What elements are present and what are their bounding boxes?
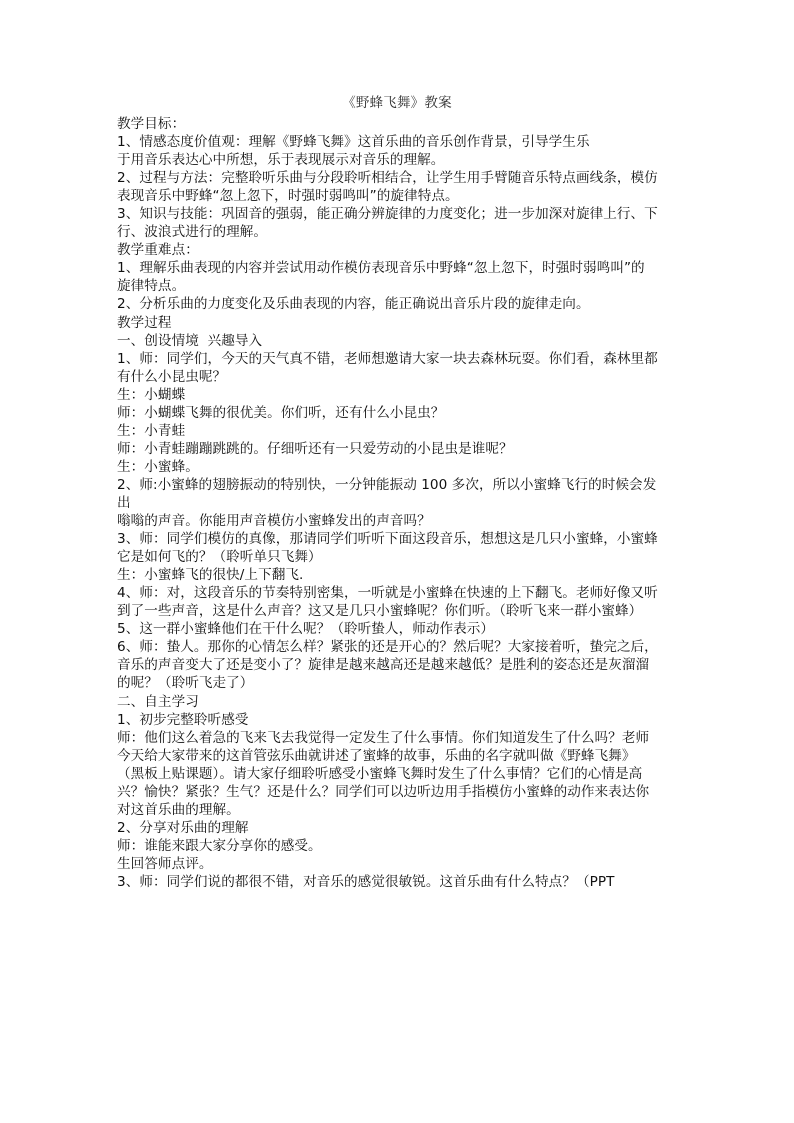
document-line: 6、师：蛰人。那你的心情怎么样？紧张的还是开心的？然后呢？大家接着听，蛰完之后， [117, 639, 658, 656]
document-line: 生：小青蛙 [117, 422, 186, 439]
document-line: 1、师：同学们，今天的天气真不错，老师想邀请大家一块去森林玩耍。你们看，森林里都 [117, 350, 658, 367]
document-line: 二、自主学习 [117, 693, 199, 710]
document-line: 兴？愉快？紧张？生气？还是什么？同学们可以边听边用手指模仿小蜜蜂的动作来表达你 [117, 783, 650, 800]
document-line: 生：小蜜蜂。 [117, 458, 199, 475]
document-line: 旋律特点。 [117, 278, 186, 295]
document-title: 《野蜂飞舞》教案 [342, 95, 452, 111]
document-line: 一、创设情境 兴趣导入 [117, 332, 263, 349]
document-line: 2、分享对乐曲的理解 [117, 819, 249, 836]
document-line: 生：小蜜蜂飞的很快/上下翻飞. [117, 567, 304, 584]
document-line: 对这首乐曲的理解。 [117, 801, 240, 818]
document-line: 1、情感态度价值观：理解《野蜂飞舞》这首乐曲的音乐创作背景，引导学生乐 [117, 134, 590, 151]
document-line: 出 [117, 494, 131, 511]
document-line: 5、这一群小蜜蜂他们在干什么呢？（聆听蛰人，师动作表示） [117, 621, 495, 638]
document-line: 2、师:小蜜蜂的翅膀振动的特别快，一分钟能振动 100 多次，所以小蜜蜂飞行的时候会发 [117, 476, 657, 493]
document-line: 教学过程 [117, 314, 172, 331]
document-body [117, 115, 683, 891]
document-line: 表现音乐中野蜂“忽上忽下，时强时弱鸣叫”的旋律特点。 [117, 188, 459, 205]
document-line: 于用音乐表达心中所想，乐于表现展示对音乐的理解。 [117, 152, 445, 169]
document-line: 教学目标： [117, 116, 186, 132]
document-line: （黑板上贴课题）。请大家仔细聆听感受小蜜蜂飞舞时发生了什么事情？它们的心情是高 [117, 765, 643, 782]
document-line: 1、初步完整聆听感受 [117, 711, 249, 728]
document-line: 2、过程与方法：完整聆听乐曲与分段聆听相结合，让学生用手臂随音乐特点画线条，模仿 [117, 170, 658, 187]
document-line: 嗡嗡的声音。你能用声音模仿小蜜蜂发出的声音吗？ [117, 513, 431, 530]
document-line: 师：小青蛙蹦蹦跳跳的。仔细听还有一只爱劳动的小昆虫是谁呢？ [117, 440, 513, 457]
document-line: 3、师：同学们模仿的真像，那请同学们听听下面这段音乐，想想这是几只小蜜蜂，小蜜蜂 [117, 531, 658, 548]
document-line: 1、理解乐曲表现的内容并尝试用动作模仿表现音乐中野蜂“忽上忽下，时强时弱鸣叫”的 [117, 260, 645, 277]
document-line: 师：小蝴蝶飞舞的很优美。你们听，还有什么小昆虫？ [117, 404, 445, 421]
document-line: 生：小蝴蝶 [117, 386, 186, 403]
document-line: 音乐的声音变大了还是变小了？旋律是越来越高还是越来越低？是胜利的姿态还是灰溜溜 [117, 657, 650, 674]
document-line: 行、波浪式进行的理解。 [117, 224, 268, 241]
document-line: 2、分析乐曲的力度变化及乐曲表现的内容，能正确说出音乐片段的旋律走向。 [117, 296, 590, 313]
document-line: 师：他们这么着急的飞来飞去我觉得一定发生了什么事情。你们知道发生了什么吗？老师 [117, 729, 650, 746]
document-line: 教学重难点： [117, 242, 199, 259]
document-line: 师：谁能来跟大家分享你的感受。 [117, 837, 322, 854]
document-line: 3、师：同学们说的都很不错，对音乐的感觉很敏锐。这首乐曲有什么特点？（PPT [117, 873, 615, 890]
document-line: 到了一些声音，这是什么声音？这又是几只小蜜蜂呢？你们听。（聆听飞来一群小蜜蜂） [117, 603, 643, 620]
document-line: 它是如何飞的？（聆听单只飞舞） [117, 549, 322, 566]
document-line: 有什么小昆虫呢？ [117, 368, 227, 385]
document-line: 3、知识与技能：巩固音的强弱，能正确分辨旋律的力度变化；进一步加深对旋律上行、下 [117, 206, 658, 223]
document-line: 生回答师点评。 [117, 855, 213, 872]
document-line: 4、师：对，这段音乐的节奏特别密集，一听就是小蜜蜂在快速的上下翻飞。老师好像又听 [117, 585, 658, 602]
document-line: 的呢？（聆听飞走了） [117, 675, 254, 692]
document-line: 今天给大家带来的这首管弦乐曲就讲述了蜜蜂的故事，乐曲的名字就叫做《野蜂飞舞》 [117, 747, 636, 764]
